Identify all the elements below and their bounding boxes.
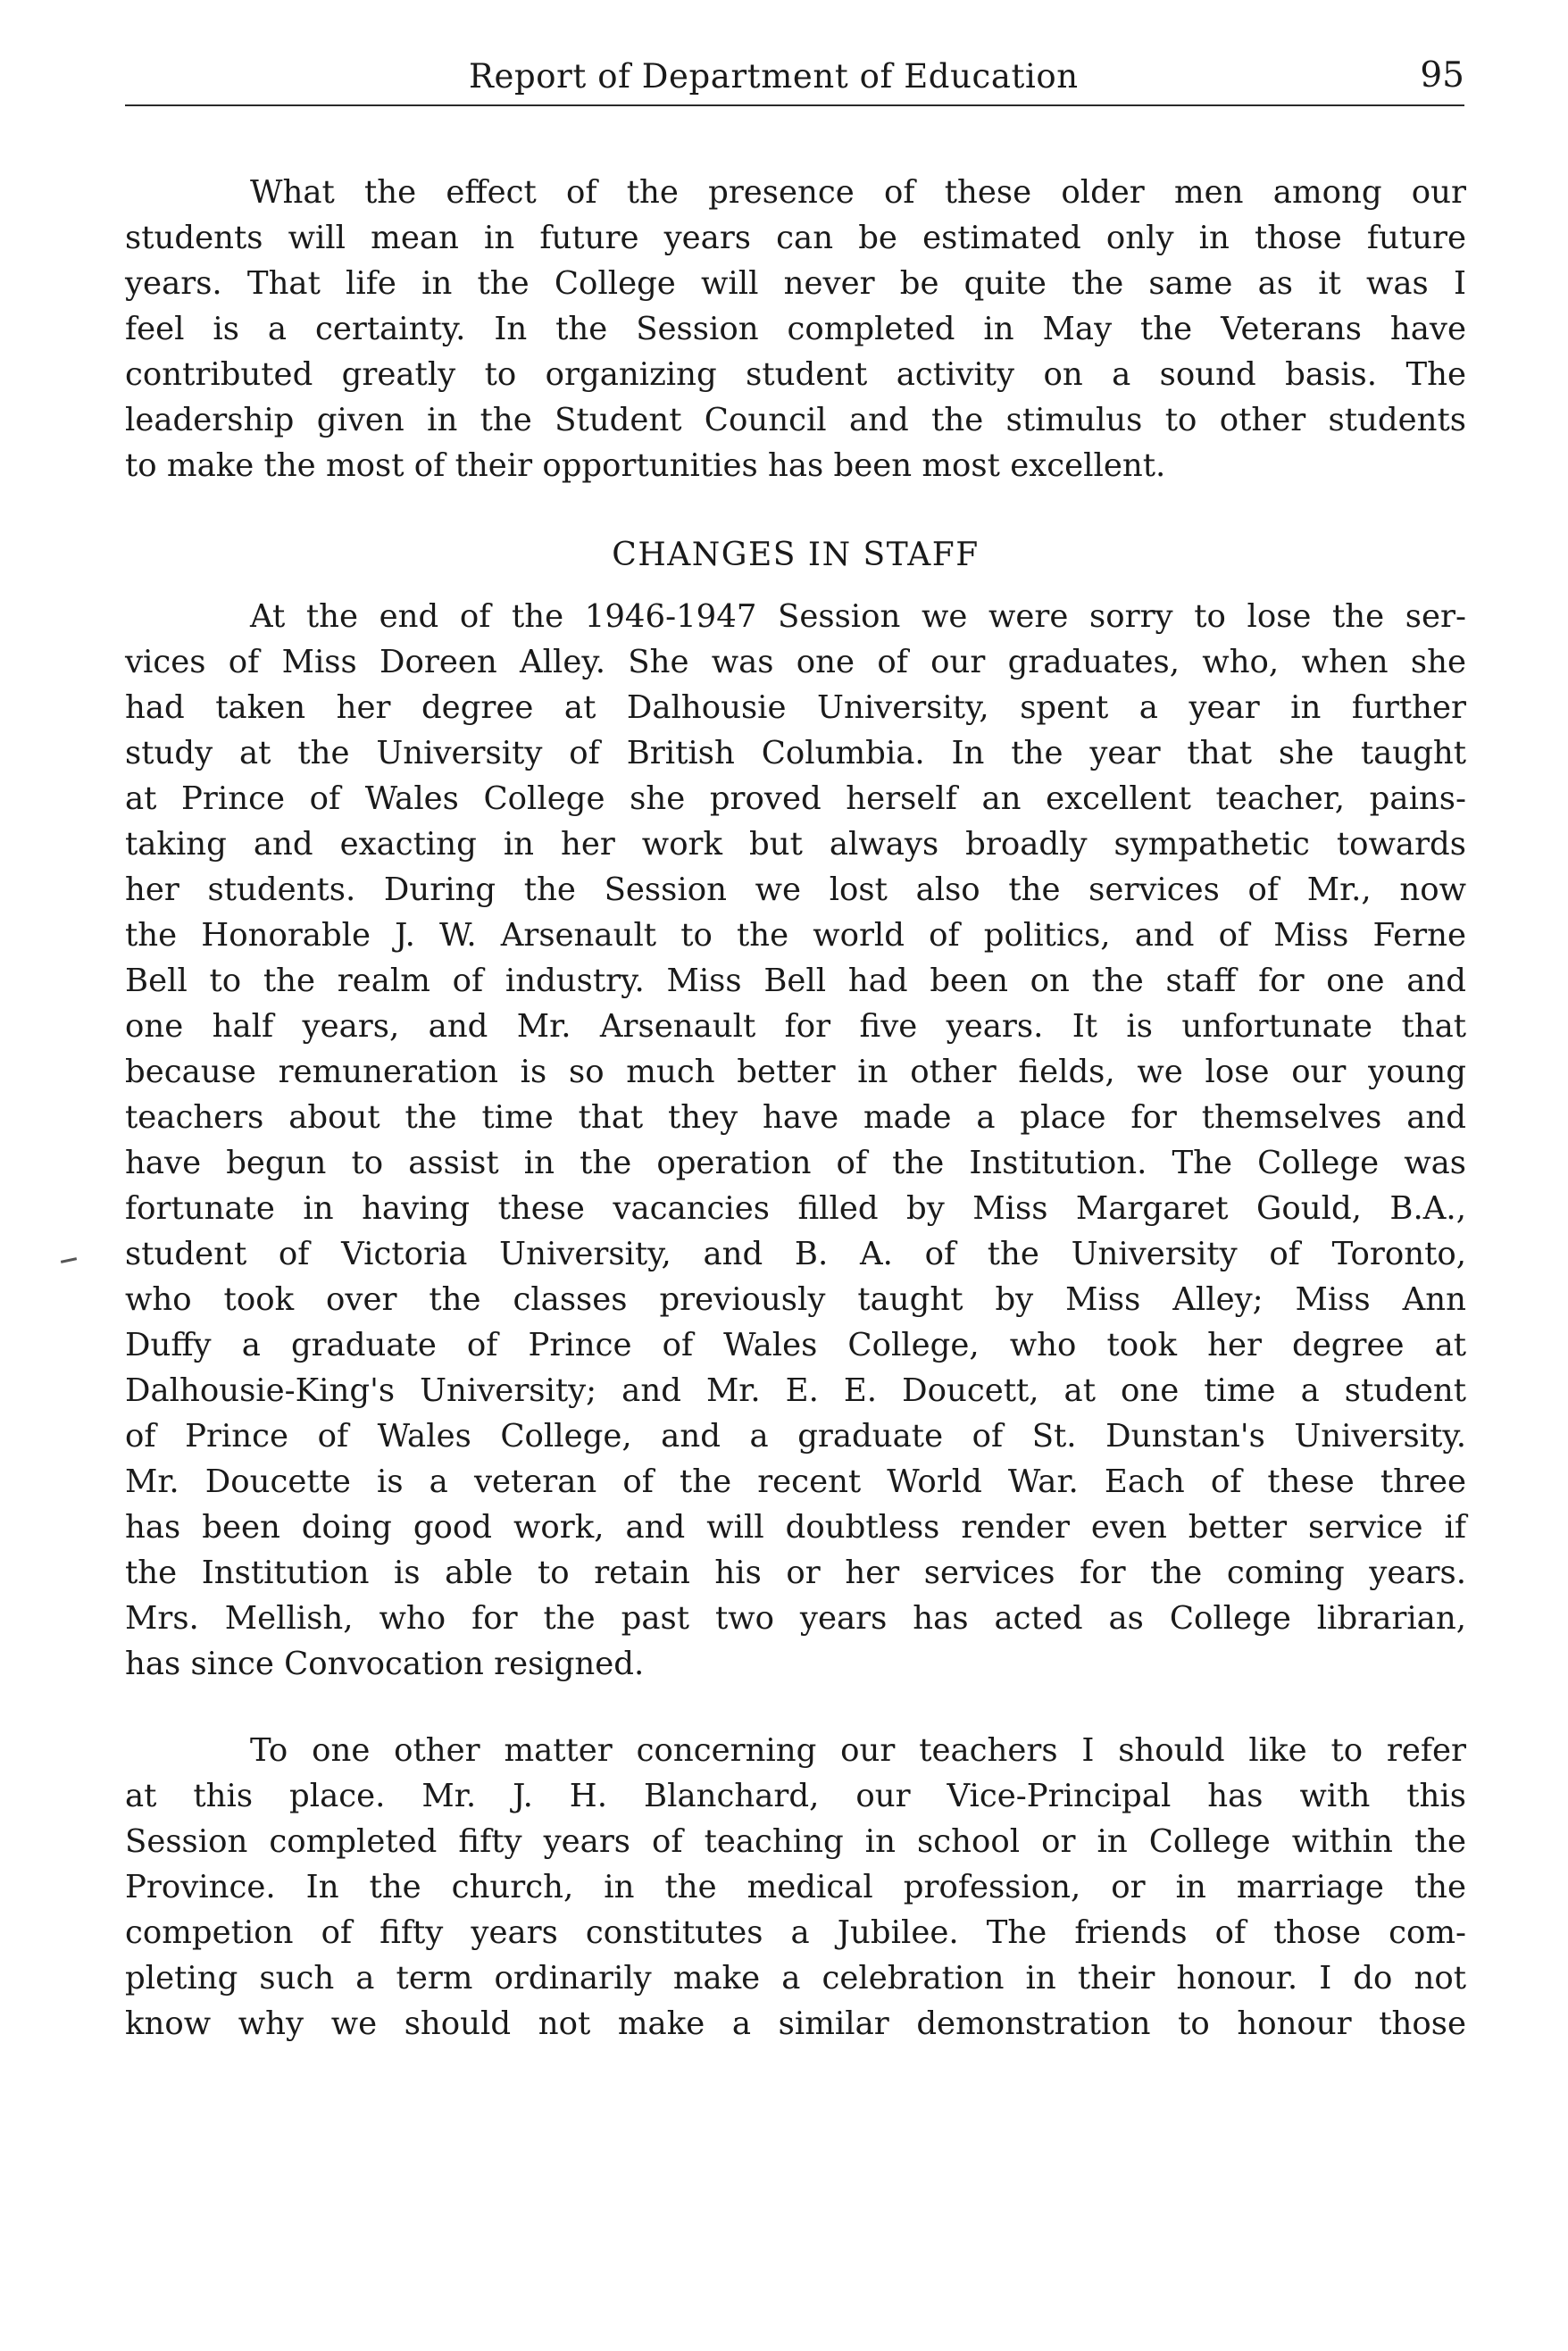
text-line: vices of Miss Doreen Alley. She was one of our graduates, who, when she (125, 644, 1466, 680)
running-head (125, 52, 1464, 105)
text-line: Mrs. Mellish, who for the past two years has acted as College librarian, (125, 1600, 1466, 1637)
text-line: her students. During the Session we lost also the services of Mr., now (125, 871, 1466, 908)
text-line: leadership given in the Student Council and the stimulus to other students (125, 402, 1466, 438)
text-line: has been doing good work, and will doubtless render even better service if (125, 1509, 1466, 1546)
text-line: At the end of the 1946-1947 Session we were sorry to lose the ser- (250, 598, 1466, 635)
text-line: Province. In the church, in the medical profession, or in marriage the (125, 1869, 1466, 1905)
text-line: at this place. Mr. J. H. Blanchard, our Vice-Principal has with this (125, 1778, 1466, 1814)
text-line: because remuneration is so much better in other fields, we lose our young (125, 1054, 1466, 1090)
page-number: 95 (1420, 55, 1464, 96)
text-line: Dalhousie-King's University; and Mr. E. E. Doucett, at one time a student (125, 1372, 1466, 1409)
text-line: have begun to assist in the operation of the Institution. The College was (125, 1145, 1466, 1181)
text-line: had taken her degree at Dalhousie University, spent a year in further (125, 689, 1466, 726)
text-line: feel is a certainty. In the Session completed in May the Veterans have (125, 311, 1466, 347)
header-rule (125, 104, 1464, 106)
text-line: pleting such a term ordinarily make a celebration in their honour. I do not (125, 1960, 1466, 1997)
text-line: Duffy a graduate of Prince of Wales College, who took her degree at (125, 1327, 1466, 1363)
text-line: who took over the classes previously taught by Miss Alley; Miss Ann (125, 1281, 1466, 1318)
text-line: one half years, and Mr. Arsenault for five years. It is unfortunate that (125, 1008, 1466, 1045)
text-line: to make the most of their opportunities has been most excellent. (125, 447, 1166, 484)
paragraph-jubilee (125, 1728, 1466, 2047)
margin-mark (61, 1257, 77, 1263)
text-line: contributed greatly to organizing student activity on a sound basis. The (125, 356, 1466, 393)
text-line: Mr. Doucette is a veteran of the recent World War. Each of these three (125, 1463, 1466, 1500)
paragraph-veterans (125, 170, 1466, 488)
text-line: at Prince of Wales College she proved herself an excellent teacher, pains- (125, 780, 1466, 817)
text-line: teachers about the time that they have made a place for themselves and (125, 1099, 1466, 1136)
text-line: has since Convocation resigned. (125, 1646, 645, 1682)
section-heading: CHANGES IN STAFF (612, 537, 980, 573)
text-line: study at the University of British Columbia. In the year that she taught (125, 735, 1466, 771)
paragraph-staff-changes (125, 594, 1466, 1687)
text-line: years. That life in the College will never be quite the same as it was I (125, 265, 1466, 302)
text-line: taking and exacting in her work but always broadly sympathetic towards (125, 826, 1466, 863)
text-line: of Prince of Wales College, and a graduate of St. Dunstan's University. (125, 1418, 1466, 1455)
text-line: student of Victoria University, and B. A. of the University of Toronto, (125, 1236, 1466, 1272)
text-line: know why we should not make a similar demonstration to honour those (125, 2005, 1466, 2042)
text-line: To one other matter concerning our teachers I should like to refer (250, 1732, 1466, 1769)
text-line: fortunate in having these vacancies filled by Miss Margaret Gould, B.A., (125, 1190, 1466, 1227)
text-line: the Honorable J. W. Arsenault to the world of politics, and of Miss Ferne (125, 917, 1466, 954)
text-line: What the effect of the presence of these older men among our (250, 174, 1466, 211)
text-line: Bell to the realm of industry. Miss Bell had been on the staff for one and (125, 963, 1466, 999)
text-line: the Institution is able to retain his or her services for the coming years. (125, 1555, 1466, 1591)
text-line: competion of fifty years constitutes a Jubilee. The friends of those com- (125, 1914, 1466, 1951)
page-header-title: Report of Department of Education (469, 57, 1079, 96)
text-line: students will mean in future years can be estimated only in those future (125, 220, 1466, 256)
text-line: Session completed fifty years of teaching in school or in College within the (125, 1823, 1466, 1860)
